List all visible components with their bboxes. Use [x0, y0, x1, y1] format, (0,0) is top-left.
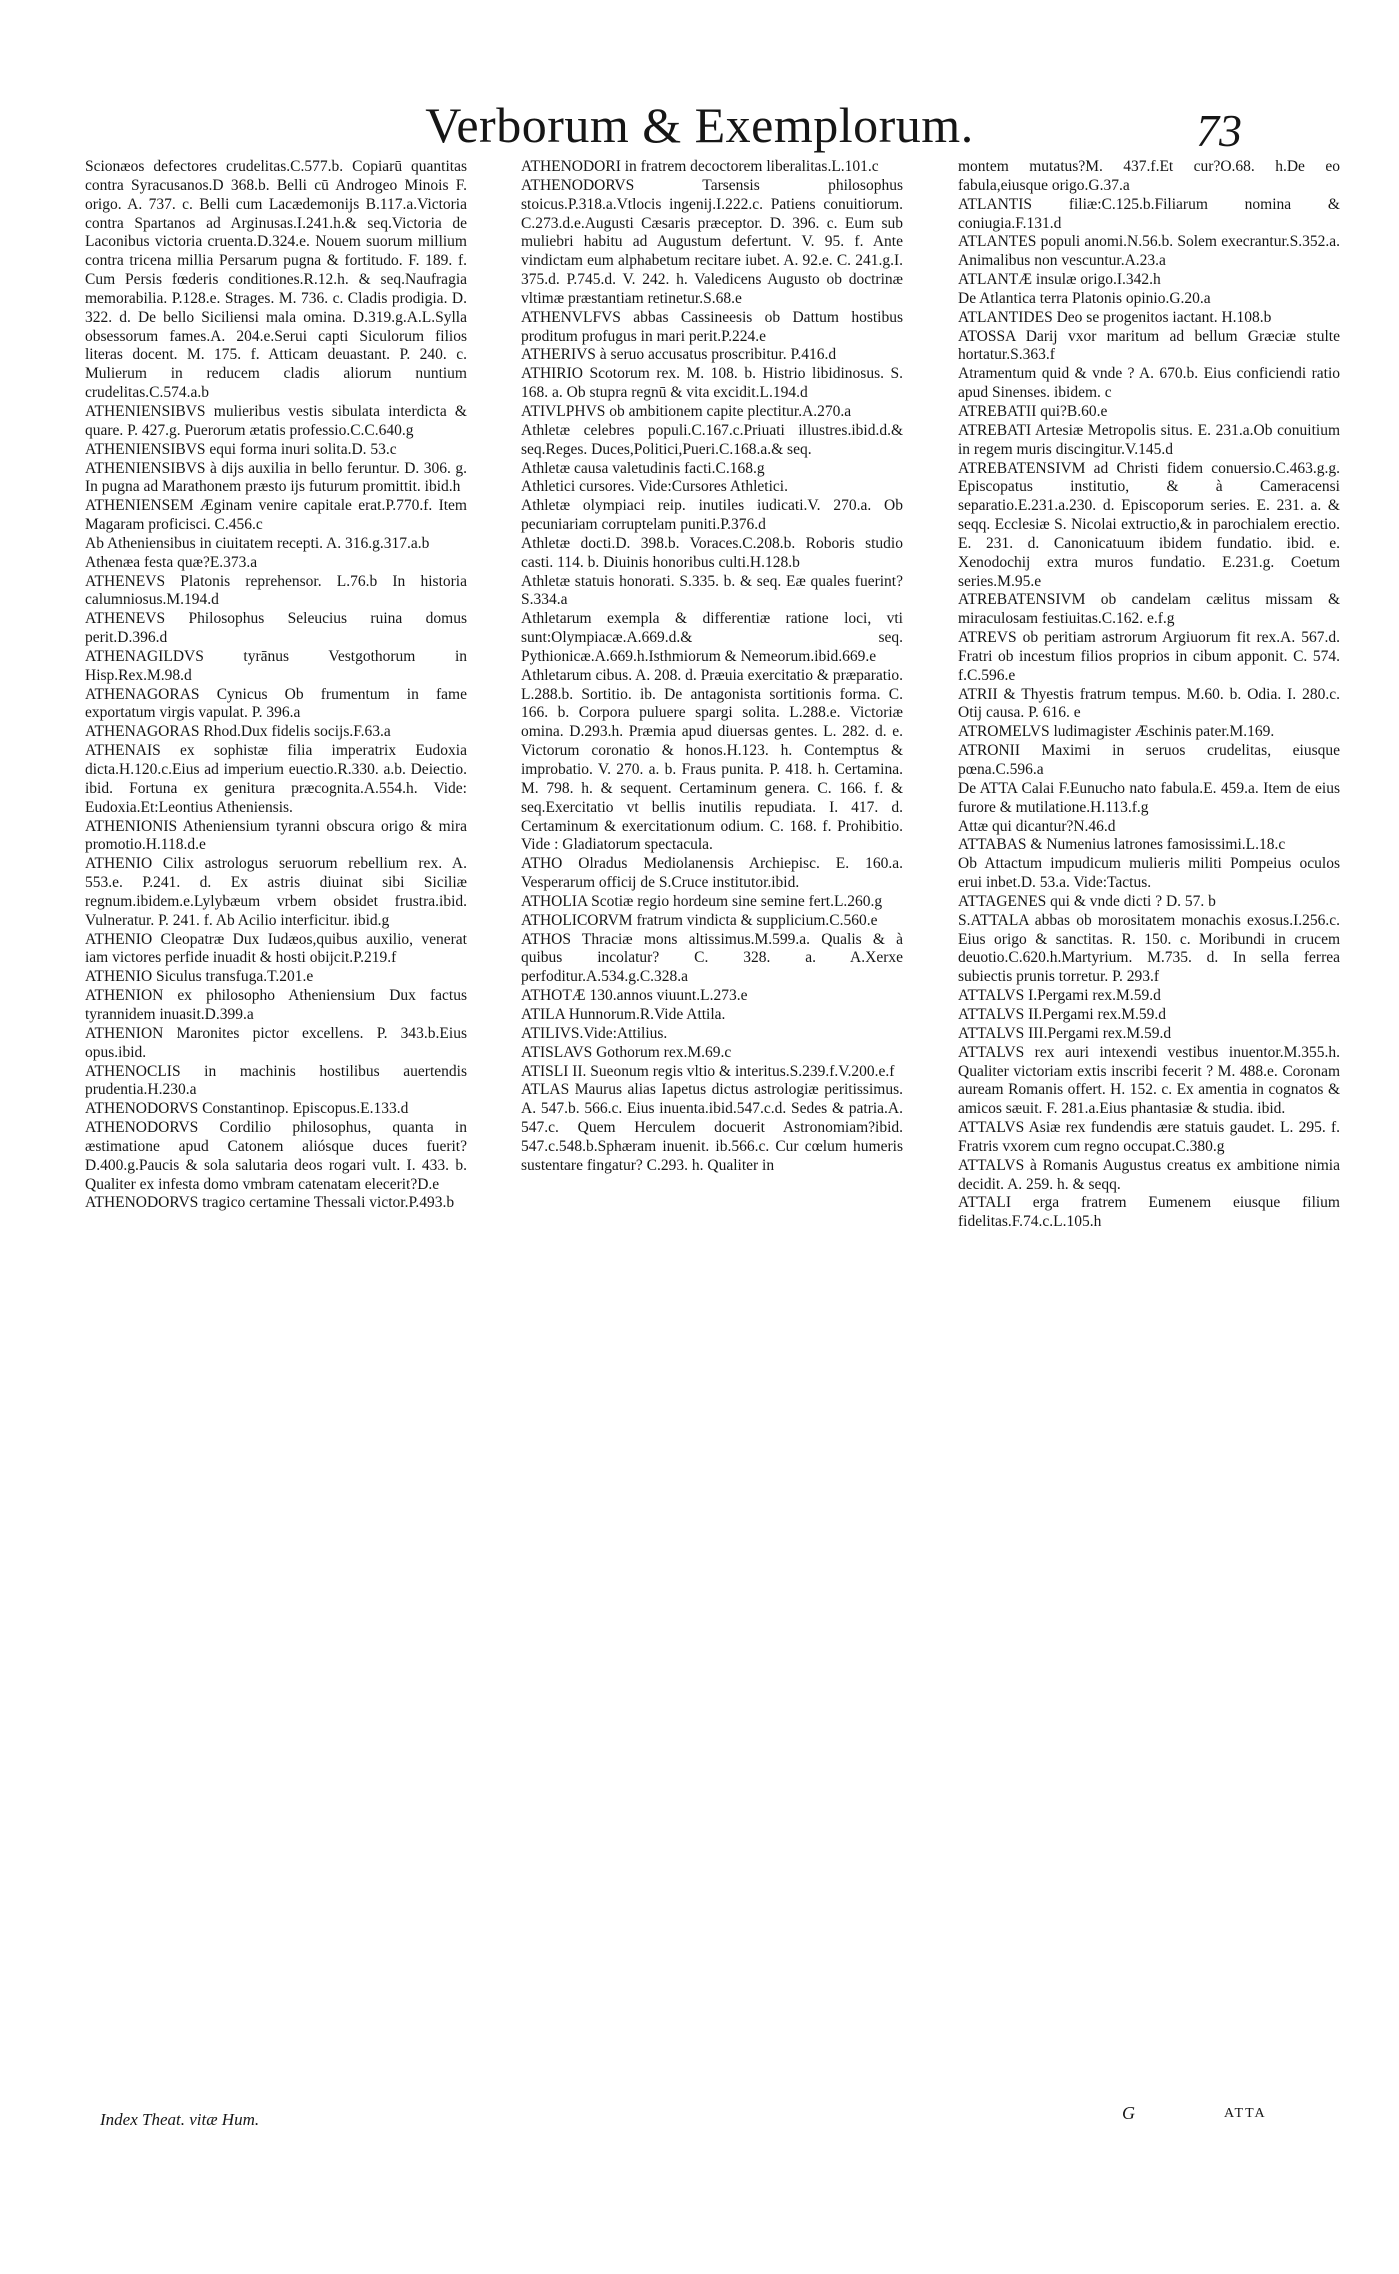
index-entry — [85, 818, 467, 856]
index-entry-text: ATHENION ex philosopho Atheniensium Dux factus tyrannidem inuasit.D.399.a — [85, 987, 467, 1023]
index-entry — [958, 309, 1340, 328]
index-entry-text: ATREVS ob peritiam astrorum Argiuorum fit rex.A. 567.d. Fratri ob incestum filios proprios in cibum apponit. C. 574. f.C.596.e — [958, 629, 1340, 684]
catchword: ATTA — [1224, 2106, 1267, 2121]
index-entry-text: ATHOTÆ 130.annos viuunt.L.273.e — [521, 987, 748, 1005]
index-entry-text: Attæ qui dicantur?N.46.d — [958, 817, 1116, 835]
page-number: 73 — [1196, 105, 1242, 156]
index-entry-text: ATTALVS III.Pergami rex.M.59.d — [958, 1024, 1172, 1042]
index-entry — [85, 158, 467, 403]
index-entry-text: ATHENIENSIBVS mulieribus vestis sibulata interdicta & quare. P. 427.g. Puerorum ætatis professio.C.C.640.g — [85, 402, 467, 439]
index-entry — [521, 422, 903, 460]
index-entry-text: S.ATTALA abbas ob morositatem monachis exosus.I.256.c. Eius origo & sanctitas. R. 150. c. Moribundi in crucem deuotio.C.620.h.Martyrium. M.735. d. In sella ferrea subiectis prunis torretur. P. 293.f — [958, 911, 1340, 986]
index-entry-text: ATHENODORVS Constantinop. Episcopus.E.133.d — [85, 1100, 409, 1118]
index-entry-text: ATHENIO Cleopatræ Dux Iudæos,quibus auxilio, venerat iam victores perfide inuadit & hosti obijcit.P.219.f — [85, 930, 467, 967]
index-entry — [958, 836, 1340, 855]
index-entry-text: Athletæ celebres populi.C.167.c.Priuati illustres.ibid.d.& seq.Reges. Duces,Politici,Pueri.C.168.a.& seq. — [521, 421, 903, 458]
index-entry-text: Athletæ statuis honorati. S.335. b. & seq. Eæ quales fuerint?S.334.a — [521, 572, 903, 609]
index-entry — [521, 667, 903, 855]
index-entry-text: De ATTA Calai F.Eunucho nato fabula.E. 459.a. Item de eius furore & mutilatione.H.113.f.g — [958, 779, 1340, 816]
index-entry-text: ATRII & Thyestis fratrum tempus. M.60. b. Odia. I. 280.c. Otij causa. P. 616. e — [958, 685, 1340, 722]
index-entry-text: ATHENOCLIS in machinis hostilibus auertendis prudentia.H.230.a — [85, 1062, 467, 1099]
index-entry-text: Athletarum exempla & differentiæ ratione loci, vti sunt:Olympiacæ.A.669.d.& seq. Pythionicæ.A.669.h.Isthmiorum & Nemeorum.ibid.669.e — [521, 610, 903, 665]
index-entry — [521, 346, 903, 365]
index-entry — [521, 912, 903, 931]
index-entry-text: montem mutatus?M. 437.f.Et cur?O.68. h.De eo fabula,eiusque origo.G.37.a — [958, 158, 1340, 194]
index-entry-text: ATREBATENSIVM ob candelam cælitus missam & miraculosam festiuitas.C.162. e.f.g — [958, 591, 1340, 628]
index-entry — [958, 403, 1340, 422]
index-entry-text: ATHIRIO Scotorum rex. M. 108. b. Histrio libidinosus. S. 168. a. Ob stupra regnū & vita excidit.L.194.d — [521, 365, 903, 402]
index-entry-text: ATHERIVS à seruo accusatus proscribitur. P.416.d — [521, 346, 837, 364]
index-entry — [521, 1081, 903, 1175]
index-entry — [958, 629, 1340, 686]
index-entry-text: Athletæ olympiaci reip. inutiles iudicati.V. 270.a. Ob pecuniariam corruptelam puniti.P.376.d — [521, 497, 903, 534]
index-entry-text: ATTALI erga fratrem Eumenem eiusque filium fidelitas.F.74.c.L.105.h — [958, 1194, 1340, 1231]
index-entry — [85, 460, 467, 498]
index-entry-text: ATTAGENES qui & vnde dicti ? D. 57. b — [958, 892, 1216, 910]
index-entry — [85, 1063, 467, 1101]
index-entry — [85, 648, 467, 686]
index-entry — [521, 535, 903, 573]
index-entry — [958, 460, 1340, 592]
index-entry — [958, 893, 1340, 912]
index-entry — [521, 497, 903, 535]
index-entry-text: ATTALVS à Romanis Augustus creatus ex ambitione nimia decidit. A. 259. h. & seqq. — [958, 1156, 1340, 1193]
index-entry — [521, 460, 903, 479]
index-entry-text: ATHENODORI in fratrem decoctorem liberalitas.L.101.c — [521, 158, 879, 175]
index-entry — [958, 912, 1340, 987]
index-entry — [85, 403, 467, 441]
index-entry-text: ATISLI II. Sueonum regis vltio & interitus.S.239.f.V.200.e.f — [521, 1062, 895, 1080]
index-entry-text: ATTALVS Asiæ rex fundendis ære statuis gaudet. L. 295. f. Fratris vxorem cum regno occupat.C.380.g — [958, 1119, 1340, 1155]
index-entry-text: ATTABAS & Numenius latrones famosissimi.L.18.c — [958, 836, 1286, 854]
index-entry-text: ATIVLPHVS ob ambitionem capite plectitur.A.270.a — [521, 402, 852, 420]
index-column-middle — [521, 158, 903, 1176]
index-entry-text: ATLANTIS filiæ:C.125.b.Filiarum nomina & coniugia.F.131.d — [958, 195, 1340, 232]
index-entry — [85, 1119, 467, 1194]
index-entry-text: ATLANTÆ insulæ origo.I.342.h — [958, 271, 1161, 289]
index-entry — [85, 1100, 467, 1119]
index-entry-text: ATHOLIA Scotiæ regio hordeum sine semine fert.L.260.g — [521, 892, 883, 910]
index-entry-text: ATILIVS.Vide:Attilius. — [521, 1024, 668, 1042]
index-entry-text: ATHENODORVS tragico certamine Thessali victor.P.493.b — [85, 1194, 455, 1212]
index-entry — [958, 158, 1340, 196]
index-entry-text: Ob Attactum impudicum mulieris militi Pompeius oculos erui inbet.D. 53.a. Vide:Tactus. — [958, 855, 1340, 892]
index-entry — [85, 535, 467, 554]
index-entry-text: ATHOS Thraciæ mons altissimus.M.599.a. Qualis & à quibus incolatur? C. 328. a. A.Xerxe perfoditur.A.534.g.C.328.a — [521, 930, 903, 986]
index-entry — [521, 1044, 903, 1063]
index-entry — [85, 1025, 467, 1063]
index-entry-text: ATTALVS rex auri intexendi vestibus inuentor.M.355.h. Qualiter victoriam extis inscribi fecerit ? M. 488.e. Coronam auream Romanis offert. H. 152. c. Ex amentia in cognatos & amicos sæuit. F. 281.a.Eius phantasiæ & studia. ibid. — [958, 1043, 1340, 1118]
index-entry-text: ATHOLICORVM fratrum vindicta & supplicium.C.560.e — [521, 911, 878, 929]
index-entry — [521, 1006, 903, 1025]
index-entry-text: Athletici cursores. Vide:Cursores Athletici. — [521, 478, 788, 496]
index-entry — [958, 328, 1340, 366]
index-entry — [521, 610, 903, 667]
index-entry — [958, 1194, 1340, 1232]
index-entry-text: Athenæa festa quæ?E.373.a — [85, 553, 258, 571]
index-entry — [958, 233, 1340, 271]
index-entry — [521, 893, 903, 912]
index-entry — [958, 1157, 1340, 1195]
index-entry — [958, 742, 1340, 780]
index-entry-text: ATHENIENSEM Æginam venire capitale erat.P.770.f. Item Magaram proficisci. C.456.c — [85, 497, 467, 534]
index-entry-text: ATOSSA Darij vxor maritum ad bellum Græciæ stulte hortatur.S.363.f — [958, 327, 1340, 364]
index-entry — [958, 818, 1340, 837]
index-entry-text: ATLANTIDES Deo se progenitos iactant. H.108.b — [958, 308, 1272, 326]
index-entry — [521, 987, 903, 1006]
index-entry-text: ATISLAVS Gothorum rex.M.69.c — [521, 1043, 732, 1061]
footer-title: Index Theat. vitæ Hum. — [100, 2110, 260, 2129]
index-entry — [521, 855, 903, 893]
index-entry-text: ATHENAIS ex sophistæ filia imperatrix Eudoxia dicta.H.120.c.Eius ad imperium euectio.R.330. a.b. Deiectio. ibid. Fortuna ex genitura præcognita.A.554.h. Vide: Eudoxia.Et:Leontius Atheniensis. — [85, 742, 467, 816]
index-entry — [958, 365, 1340, 403]
index-entry — [958, 1025, 1340, 1044]
index-entry — [85, 441, 467, 460]
index-entry — [521, 365, 903, 403]
index-entry-text: Athletæ docti.D. 398.b. Voraces.C.208.b. Roboris studio casti. 114. b. Diuinis honoribus culti.H.128.b — [521, 534, 903, 571]
index-entry-text: ATHENIENSIBVS equi forma inuri solita.D. 53.c — [85, 440, 397, 458]
index-entry — [958, 723, 1340, 742]
index-entry — [958, 780, 1340, 818]
index-entry — [958, 987, 1340, 1006]
index-entry — [85, 610, 467, 648]
running-head: Verborum & Exemplorum. — [425, 97, 974, 153]
index-entry — [958, 686, 1340, 724]
index-entry-text: ATHENIENSIBVS à dijs auxilia in bello feruntur. D. 306. g. In pugna ad Marathonem præsto ijs futurum promittit. ibid.h — [85, 459, 467, 496]
index-entry — [85, 497, 467, 535]
index-column-left — [85, 158, 467, 1213]
index-entry-text: ATRONII Maximi in seruos crudelitas, eiusque pœna.C.596.a — [958, 742, 1340, 778]
index-entry-text: De Atlantica terra Platonis opinio.G.20.a — [958, 289, 1211, 307]
index-entry-text: ATHENAGILDVS tyrānus Vestgothorum in Hisp.Rex.M.98.d — [85, 647, 467, 684]
index-entry — [85, 554, 467, 573]
index-entry — [85, 931, 467, 969]
index-entry — [958, 1044, 1340, 1119]
index-entry — [958, 290, 1340, 309]
index-entry — [958, 1119, 1340, 1157]
index-entry-text: ATROMELVS ludimagister Æschinis pater.M.169. — [958, 723, 1275, 741]
index-entry-text: ATHO Olradus Mediolanensis Archiepisc. E. 160.a. Vesperarum officij de S.Cruce institutor.ibid. — [521, 855, 903, 892]
index-entry — [85, 573, 467, 611]
index-entry — [958, 591, 1340, 629]
signature-mark: G — [1122, 2103, 1135, 2123]
index-entry-text: ATHENEVS Platonis reprehensor. L.76.b In historia calumniosus.M.194.d — [85, 572, 467, 609]
index-entry — [521, 1063, 903, 1082]
index-entry-text: ATLANTES populi anomi.N.56.b. Solem execrantur.S.352.a. Animalibus non vescuntur.A.23.a — [958, 233, 1340, 270]
index-entry — [958, 271, 1340, 290]
index-entry-text: Atramentum quid & vnde ? A. 670.b. Eius conficiendi ratio apud Sinenses. ibidem. c — [958, 365, 1340, 402]
index-entry-text: ATHENAGORAS Cynicus Ob frumentum in fame exportatum virgis vapulat. P. 396.a — [85, 685, 467, 722]
index-entry-text: Ab Atheniensibus in ciuitatem recepti. A. 316.g.317.a.b — [85, 534, 430, 552]
index-entry — [521, 573, 903, 611]
index-entry-text: ATHENODORVS Cordilio philosophus, quanta in æstimatione apud Catonem aliósque duces fuerit? D.400.g.Paucis & sola salutaria deos rogari vult. I. 433. b. Qualiter ex infesta domo vmbram catenatam elecerit?D.e — [85, 1119, 467, 1193]
index-entry — [521, 403, 903, 422]
index-entry-text: ATTALVS I.Pergami rex.M.59.d — [958, 987, 1161, 1005]
index-entry — [85, 987, 467, 1025]
index-entry — [521, 177, 903, 309]
index-entry-text: ATHENION Maronites pictor excellens. P. 343.b.Eius opus.ibid. — [85, 1024, 467, 1061]
index-entry — [85, 1194, 467, 1213]
index-entry-text: ATHENIO Siculus transfuga.T.201.e — [85, 968, 314, 986]
index-entry — [85, 723, 467, 742]
index-entry-text: ATHENEVS Philosophus Seleucius ruina domus perit.D.396.d — [85, 610, 467, 647]
index-entry — [958, 196, 1340, 234]
index-entry-text: ATHENIONIS Atheniensium tyranni obscura origo & mira promotio.H.118.d.e — [85, 817, 467, 854]
index-entry-text: ATREBATII qui?B.60.e — [958, 402, 1108, 420]
index-entry — [85, 742, 467, 817]
index-entry-text: Athletarum cibus. A. 208. d. Præuia exercitatio & præparatio. L.288.b. Sortitio. ib. De antagonista sortitionis forma. C. 166. b. Corpora puluere spargi solita. L.288.e. Victoriæ omina. D.293.h. Præmia apud diuersas gentes. L. 282. d. e. Victorum coronatio & honos.H.123. h. Contemptus & improbatio. V. 270. a. b. Fraus punita. P. 418. h. Certamina. M. 798. h. & sequent. Certaminum genera. C. 166. f. & seq.Exercitatio vt bellis inutilis repudiata. I. 417. d. Certaminum & exercitationum odium. C. 168. f. Prohibitio. Vide : Gladiatorum spectacula. — [521, 666, 903, 854]
index-entry — [521, 931, 903, 988]
index-entry-text: ATHENIO Cilix astrologus seruorum rebellium rex. A. 553.e. P.241. d. Ex astris diuinat sibi Siciliæ regnum.ibidem.e.Lylybæum vrbem obsidet frustra.ibid. Vulneratur. P. 241. f. Ab Acilio interficitur. ibid.g — [85, 855, 467, 929]
index-entry-text: ATHENAGORAS Rhod.Dux fidelis socijs.F.63.a — [85, 723, 391, 741]
index-entry-text: ATHENVLFVS abbas Cassineesis ob Dattum hostibus proditum profugus in mari perit.P.224.e — [521, 308, 903, 345]
index-entry — [85, 968, 467, 987]
index-entry-text: ATREBATI Artesiæ Metropolis situs. E. 231.a.Ob conuitium in regem muris discingitur.V.145.d — [958, 421, 1340, 458]
index-entry-text: ATREBATENSIVM ad Christi fidem conuersio.C.463.g.g. Episcopatus institutio, & à Cameracensi separatio.E.231.a.230. d. Episcoporum series. E. 231. a. & seqq. Ecclesiæ S. Nicolai extructio,& in parochialem erectio. E. 231. d. Canonicatuum ibidem fundatio. ibid. e. Xenodochij extra muros fundatio. E.231.g. Coetum series.M.95.e — [958, 459, 1340, 590]
index-entry-text: Scionæos defectores crudelitas.C.577.b. Copiarū quantitas contra Syracusanos.D 368.b. Belli cū Androgeo Minois F. origo. A. 737. c. Belli cum Lacædemonijs B.117.a.Victoria contra Spartanos ad Arginusas.I.241.h.& seq.Victoria de Laconibus victoria cruenta.D.324.e. Nouem suorum millium contra tricena millia Persarum pugna & fortitudo. F. 189. f. Cum Persis fœderis conditiones.R.12.h. & seq.Naufragia memorabilia. P.128.e. Strages. M. 736. c. Cladis prodigia. D. 322. d. De bello Siciliensi mala omina. D.319.g.A.L.Sylla obsessorum fames.A. 204.e.Serui capti Siculorum filios literas docent. M. 175. f. Atticam deuastant. P. 240. c. Mulierum in reducem cladis aliorum nuntium crudelitas.C.574.a.b — [85, 158, 467, 402]
index-entry — [958, 422, 1340, 460]
index-entry — [958, 1006, 1340, 1025]
index-column-right — [958, 158, 1340, 1232]
index-entry-text: ATTALVS II.Pergami rex.M.59.d — [958, 1005, 1166, 1023]
index-entry-text: ATILA Hunnorum.R.Vide Attila. — [521, 1005, 726, 1023]
index-entry — [521, 1025, 903, 1044]
index-entry — [958, 855, 1340, 893]
index-entry — [521, 309, 903, 347]
index-entry-text: ATLAS Maurus alias Iapetus dictus astrologiæ peritissimus. A. 547.b. 566.c. Eius inuenta.ibid.547.c.d. Sedes & patria.A. 547.c. Quem Herculem docuerit Astronomiam?ibid. 547.c.548.b.Sphæram inuenit. ib.566.c. Cur cœlum humeris sustentare fingatur? C.293. h. Qualiter in — [521, 1081, 903, 1174]
index-entry-text: ATHENODORVS Tarsensis philosophus stoicus.P.318.a.Vtlocis ingenij.I.222.c. Patiens conuitiorum. C.273.d.e.Augusti Cæsaris præceptor. D. 396. c. Eum sub muliebri habitu ad Augustum defertunt. V. 95. f. Ante vindictam eum alphabetum recitare iubet. A. 92.e. C. 241.g.I. 375.d. P.745.d. V. 242. h. Valedicens Augusto ob doctrinæ vltimæ præstantiam retinetur.S.68.e — [521, 176, 903, 307]
index-entry — [521, 478, 903, 497]
index-entry — [85, 686, 467, 724]
index-entry-text: Athletæ causa valetudinis facti.C.168.g — [521, 459, 765, 477]
index-entry — [85, 855, 467, 930]
index-entry — [521, 158, 903, 177]
